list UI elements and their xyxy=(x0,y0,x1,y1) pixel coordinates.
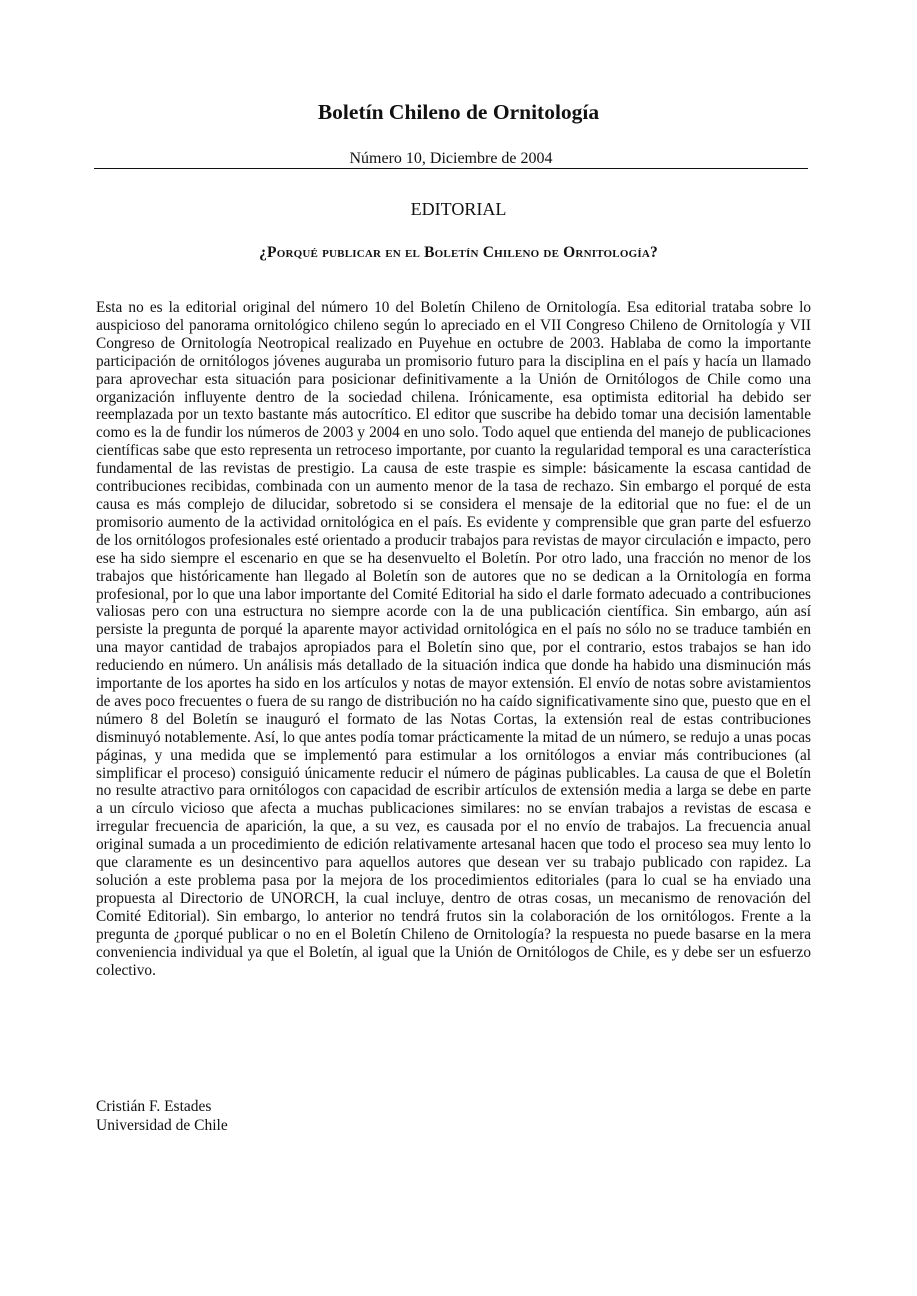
author-name: Cristián F. Estades xyxy=(96,1098,212,1115)
issue-line: Número 10, Diciembre de 2004 xyxy=(349,150,553,167)
header-rule xyxy=(94,168,808,169)
article-body: Esta no es la editorial original del número 10 del Boletín Chileno de Ornitología. Esa editorial trataba sobre lo auspicioso del panorama ornitológico chileno según lo apreciado en el VII Congreso Chileno de Ornitología y VII Congreso de Ornitología Neotropical realizado en Puyehue en octubre de 2003. Hablaba de como la importante participación de ornitólogos jóvenes auguraba un promisorio futuro para la disciplina en el país y hacía un llamado para aprovechar esta situación para posicionar definitivamente a la Unión de Ornitólogos de Chile como una organización influyente dentro de la sociedad chilena. Irónicamente, esa optimista editorial ha debido ser reemplazada por un texto bastante más autocrítico. El editor que suscribe ha debido tomar una decisión lamentable como es la de fundir los números de 2003 y 2004 en uno solo. Todo aquel que entienda del manejo de publicaciones científicas sabe que esto representa un retroceso importante, por cuanto la regularidad temporal es una característica fundamental de las revistas de prestigio. La causa de este traspie es simple: básicamente la escasa cantidad de contribuciones recibidas, combinada con un aumento menor de la tasa de rechazo. Sin embargo el porqué de esta causa es más complejo de dilucidar, sobretodo si se considera el mensaje de la editorial que no fue: el de un promisorio aumento de la actividad ornitológica en el país. Es evidente y comprensible que gran parte del esfuerzo de los ornitólogos profesionales esté orientado a producir trabajos para revistas de mayor circulación e impacto, pero ese ha sido siempre el escenario en que se ha desenvuelto el Boletín. Por otro lado, una fracción no menor de los trabajos que históricamente han llegado al Boletín son de autores que no se dedican a la Ornitología en forma profesional, por lo que una labor importante del Comité Editorial ha sido el darle formato adecuado a contribuciones valiosas pero con una estructura no siempre acorde con la de una publicación científica. Sin embargo, aún así persiste la pregunta de porqué la aparente mayor actividad ornitológica en el país no sólo no se traduce también en una mayor cantidad de trabajos apropiados para el Boletín sino que, por el contrario, estos trabajos se han ido reduciendo en número. Un análisis más detallado de la situación indica que donde ha habido una disminución más importante de los aportes ha sido en los artículos y notas de mayor extensión. El envío de notas sobre avistamientos de aves poco frecuentes o fuera de su rango de distribución no ha caído significativamente sino que, puesto que en el número 8 del Boletín se inauguró el formato de las Notas Cortas, la extensión real de estas contribuciones disminuyó notablemente. Así, lo que antes podía tomar prácticamente la mitad de un número, se redujo a unas pocas páginas, y una medida que se implementó para estimular a los ornitólogos a enviar más contribuciones (al simplificar el proceso) consiguió únicamente reducir el número de páginas publicables. La causa de que el Boletín no resulte atractivo para ornitólogos con capacidad de escribir artículos de extensión media a larga se debe en parte a un círculo vicioso que afecta a muchas publicaciones similares: no se envían trabajos a revistas de escasa e irregular frecuencia de aparición, la que, a su vez, es causada por el no envío de trabajos. La frecuencia anual original sumada a un procedimiento de edición relativamente artesanal hacen que todo el proceso sea muy lento lo que claramente es un desincentivo para aquellos autores que desean ver su trabajo publicado con rapidez. La solución a este problema pasa por la mejora de los procedimientos editoriales (para lo cual se ha enviado una propuesta al Directorio de UNORCH, la cual incluye, dentro de otras cosas, un mecanismo de renovación del Comité Editorial). Sin embargo, lo anterior no tendrá frutos sin la colaboración de los ornitólogos. Frente a la pregunta de ¿porqué publicar o no en el Boletín Chileno de Ornitología? la respuesta no puede basarse en la mera conveniencia individual ya que el Boletín, al igual que la Unión de Ornitólogos de Chile, es y debe ser un esfuerzo colectivo. xyxy=(96,299,811,979)
article-title: ¿Porqué publicar en el Boletín Chileno de Ornitología? xyxy=(259,244,658,261)
author-affiliation: Universidad de Chile xyxy=(96,1117,228,1134)
journal-title: Boletín Chileno de Ornitología xyxy=(317,100,600,124)
section-heading: EDITORIAL xyxy=(410,199,507,219)
signature-block xyxy=(96,1097,228,1135)
